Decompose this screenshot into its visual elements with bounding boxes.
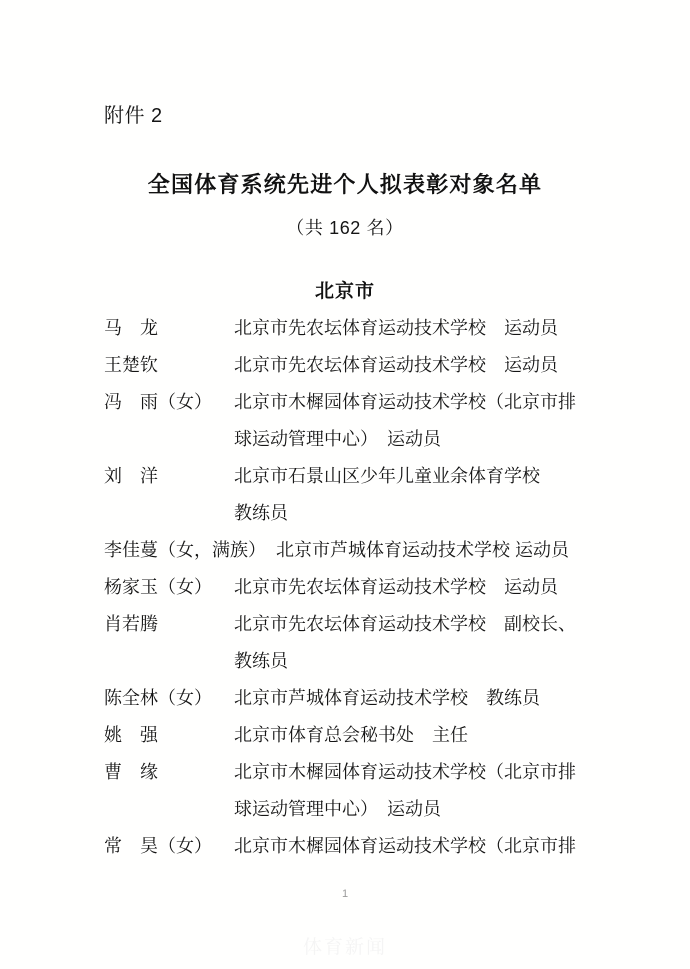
list-item: [104, 717, 604, 754]
attachment-label: 附件 2: [104, 105, 163, 127]
list-item: [104, 532, 604, 569]
honoree-name: 肖若腾: [104, 614, 158, 634]
entry-main-line: [104, 717, 604, 754]
entry-main-line: [104, 828, 604, 865]
region-heading-beijing: 北京市: [314, 281, 375, 302]
entry-main-line: [104, 569, 604, 606]
page-title: 全国体育系统先进个人拟表彰对象名单: [147, 172, 543, 197]
honoree-name: 杨家玉（女）: [104, 577, 212, 597]
honoree-affiliation: 北京市木樨园体育运动技术学校（北京市排: [234, 762, 576, 782]
honoree-name: 马 龙: [104, 318, 158, 338]
list-item: [104, 310, 604, 347]
entry-main-line: [104, 754, 604, 791]
entry-main-line: [104, 606, 604, 643]
honoree-affiliation: 北京市木樨园体育运动技术学校（北京市排: [234, 836, 576, 856]
honoree-name: 刘 洋: [104, 466, 158, 486]
honoree-affiliation: 北京市先农坛体育运动技术学校 运动员: [234, 318, 558, 338]
list-item: [104, 347, 604, 384]
honoree-name: 常 昊（女）: [104, 836, 212, 856]
honoree-name: 冯 雨（女）: [104, 392, 212, 412]
list-item: [104, 458, 604, 532]
entry-main-line: [104, 532, 604, 569]
page-number: 1: [341, 888, 349, 900]
honoree-name: 王楚钦: [104, 355, 158, 375]
entry-main-line: [104, 384, 604, 421]
entry-main-line: [104, 680, 604, 717]
honoree-affiliation: 北京市木樨园体育运动技术学校（北京市排: [234, 392, 576, 412]
honoree-name: 姚 强: [104, 725, 158, 745]
list-item: [104, 680, 604, 717]
honoree-affiliation-continuation: 球运动管理中心） 运动员: [234, 429, 441, 449]
list-item: [104, 569, 604, 606]
honoree-name: 陈全林（女）: [104, 688, 212, 708]
honoree-name: 李佳蔓（女，满族）: [104, 540, 266, 560]
page-subtitle-count: （共 162 名）: [286, 218, 404, 238]
list-item: [104, 754, 604, 828]
list-item: [104, 828, 604, 865]
honoree-affiliation: 北京市芦城体育运动技术学校 教练员: [234, 688, 540, 708]
honoree-affiliation: 北京市体育总会秘书处 主任: [234, 725, 468, 745]
honoree-affiliation-continuation: 教练员: [234, 651, 288, 671]
honoree-affiliation-continuation: 教练员: [234, 503, 288, 523]
list-item: [104, 606, 604, 680]
honoree-affiliation-continuation: 球运动管理中心） 运动员: [234, 799, 441, 819]
list-item: [104, 384, 604, 458]
entry-main-line: [104, 458, 604, 495]
entry-main-line: [104, 347, 604, 384]
honoree-name: 曹 缘: [104, 762, 158, 782]
honoree-affiliation: 北京市先农坛体育运动技术学校 运动员: [234, 355, 558, 375]
entry-main-line: [104, 310, 604, 347]
watermark: 体育新闻: [302, 937, 387, 958]
honoree-affiliation: 北京市石景山区少年儿童业余体育学校: [234, 466, 540, 486]
honoree-list: [104, 310, 604, 865]
honoree-affiliation: 北京市先农坛体育运动技术学校 运动员: [234, 577, 558, 597]
honoree-affiliation: 北京市芦城体育运动技术学校 运动员: [276, 540, 569, 560]
honoree-affiliation: 北京市先农坛体育运动技术学校 副校长、: [234, 614, 576, 634]
